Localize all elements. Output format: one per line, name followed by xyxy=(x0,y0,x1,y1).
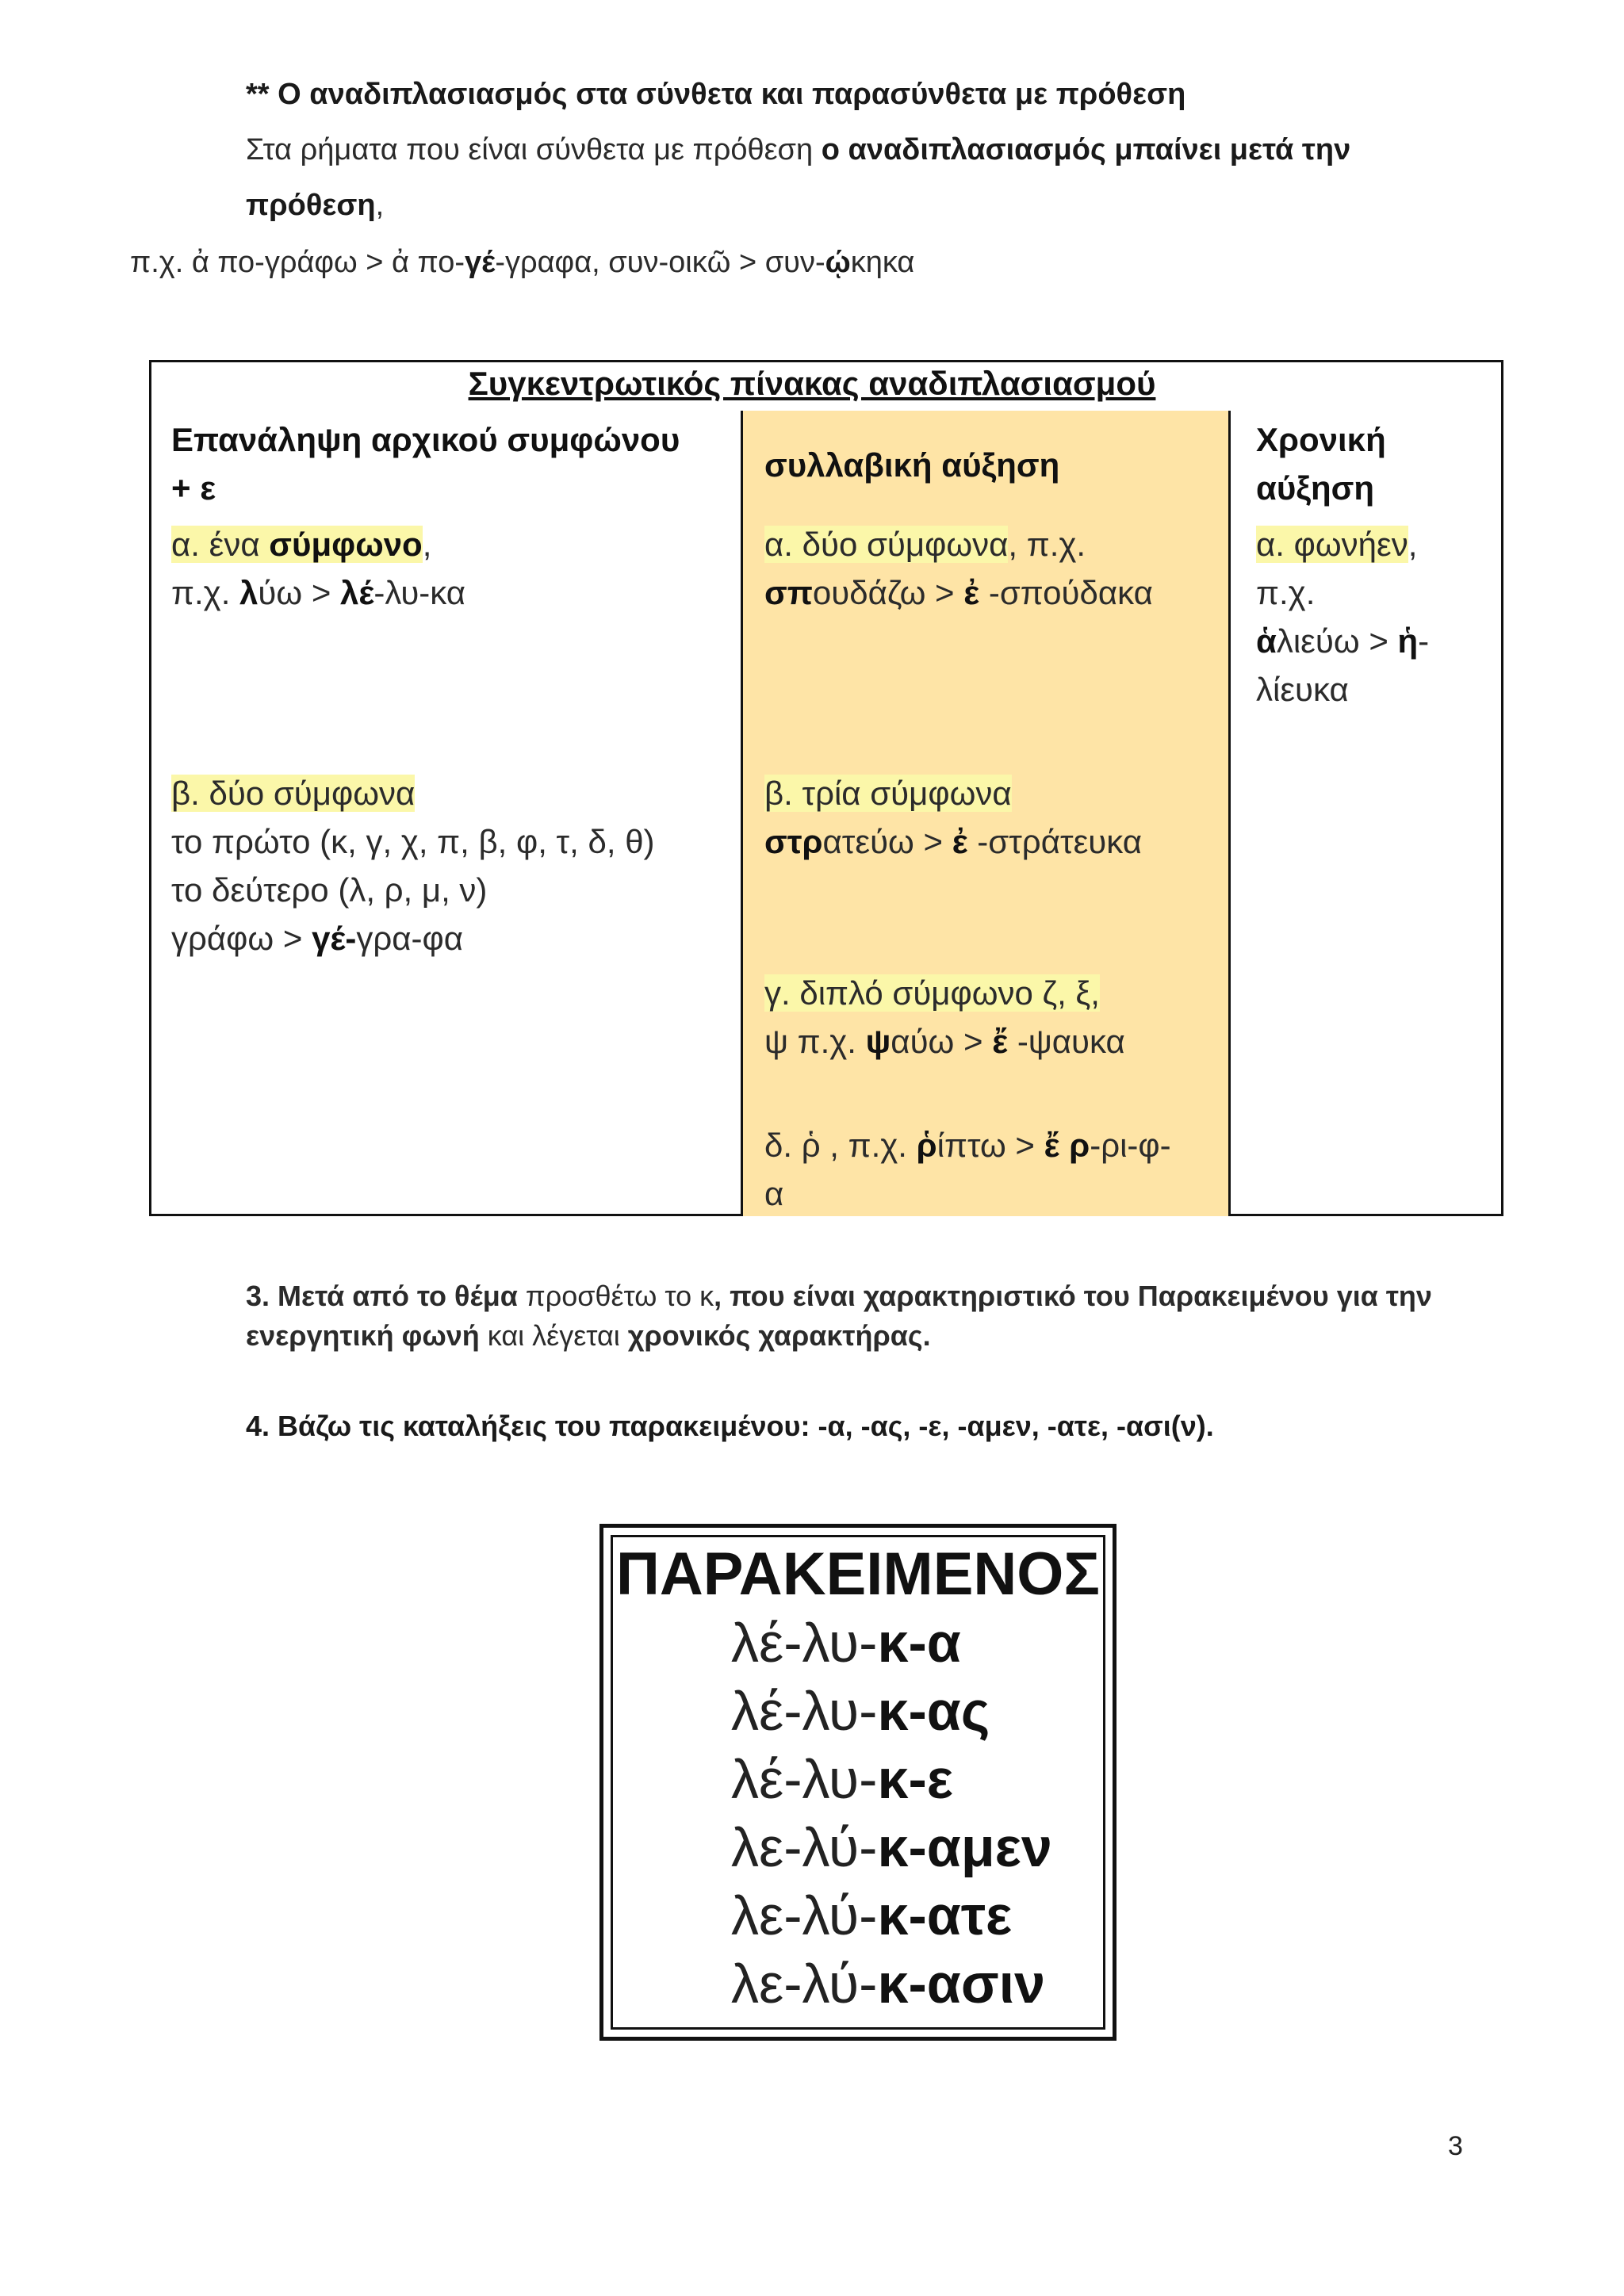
step-number: 3 xyxy=(246,1280,262,1312)
step-text-bold: . Μετά από το θέμα xyxy=(262,1280,518,1312)
example-text: κηκα xyxy=(850,246,915,279)
rule-title-text: β. δύο σύμφωνα xyxy=(171,775,416,812)
example-highlight: στρ xyxy=(764,823,823,860)
paradigm-title: ΠΑΡΑΚΕΙΜΕΝΟΣ xyxy=(615,1540,1100,1608)
example-highlight: γέ- xyxy=(312,920,357,957)
paradigm-form xyxy=(731,1952,1045,2015)
column-header-temporal xyxy=(1256,415,1386,512)
example-text: ουδάζω > xyxy=(812,574,964,611)
rule-example xyxy=(764,1017,1125,1066)
form-ending: κ-ας xyxy=(877,1680,990,1742)
rule-title-text: α. δύο σύμφωνα xyxy=(764,526,1009,563)
example-highlight: ἐ xyxy=(963,574,980,611)
rule-title xyxy=(764,769,1142,817)
rule-two-consonants xyxy=(171,769,655,962)
form-ending: κ-ατε xyxy=(877,1885,1013,1946)
form-ending: κ-ε xyxy=(877,1748,954,1810)
example-text: -σπούδακα xyxy=(979,574,1153,611)
intro-rule-text: πρόθεση xyxy=(246,189,376,222)
rule-example xyxy=(764,1121,1171,1169)
rule-title-punct: , xyxy=(422,526,432,563)
paradigm-form xyxy=(731,1816,1052,1879)
column-header-line: + ε xyxy=(171,469,216,507)
example-highlight: λέ xyxy=(340,574,374,611)
example-text: -στράτευκα xyxy=(967,823,1143,860)
column-header-syllabic: συλλαβική αύξηση xyxy=(764,446,1060,484)
rule-example xyxy=(171,568,465,617)
rule-title xyxy=(1256,520,1429,568)
rule-detail: το πρώτο (κ, γ, χ, π, β, φ, τ, δ, θ) xyxy=(171,823,655,860)
form-stem: λε-λύ- xyxy=(731,1953,878,2015)
rule-two-consonants-syllabic xyxy=(764,520,1153,617)
rule-example: π.χ. xyxy=(1256,574,1316,611)
example-text: ύω > xyxy=(258,574,341,611)
intro-text-line xyxy=(246,133,1350,167)
example-text: ατεύω > xyxy=(822,823,952,860)
example-highlight: ψ xyxy=(865,1023,891,1060)
rule-title xyxy=(171,520,465,568)
rule-title-punct: , xyxy=(1408,526,1418,563)
intro-text: Στα ρήματα που είναι σύνθετα με πρόθεση xyxy=(246,133,822,166)
example-text: - xyxy=(1418,622,1430,660)
example-text: -λυ-κα xyxy=(373,574,466,611)
rule-rho xyxy=(764,1121,1171,1218)
example-highlight: ἁ xyxy=(1256,622,1277,660)
intro-rule-text: ο αναδιπλασιασμός μπαίνει μετά την xyxy=(821,133,1351,166)
column-header-line: Επανάληψη αρχικού συμφώνου xyxy=(171,421,680,458)
example-text: ψ π.χ. xyxy=(764,1023,866,1060)
intro-text-line xyxy=(246,189,384,223)
example-highlight: σπ xyxy=(764,574,813,611)
example-text: π.χ. ἀ πο-γράφω > ἀ πο- xyxy=(130,246,465,279)
example-highlight: ἔ xyxy=(1044,1127,1060,1164)
step-text-bold: , που είναι χαρακτηριστικό του Παρακειμένου για την ενεργητική φωνή xyxy=(246,1280,1432,1352)
form-stem: λέ-λυ- xyxy=(731,1612,878,1674)
rule-title-punct: , π.χ. xyxy=(1008,526,1086,563)
form-stem: λε-λύ- xyxy=(731,1816,878,1878)
example-text: γρα-φα xyxy=(356,920,464,957)
example-highlight: ρ xyxy=(1069,1127,1090,1164)
form-ending: κ-αμεν xyxy=(877,1816,1052,1878)
example-highlight: γέ xyxy=(465,246,496,279)
example-text: γράφω > xyxy=(171,920,312,957)
rule-double-consonant xyxy=(764,969,1125,1066)
rule-detail: το δεύτερο (λ, ρ, μ, ν) xyxy=(171,871,488,909)
example-text: αύω > xyxy=(891,1023,993,1060)
example-highlight: ἡ xyxy=(1397,622,1419,660)
rule-example-cont: α xyxy=(764,1175,784,1212)
rule-vowel xyxy=(1256,520,1429,714)
example-text: -γραφα, συν-οικῶ > συν- xyxy=(495,246,825,279)
example-text xyxy=(1060,1127,1070,1164)
form-stem: λε-λύ- xyxy=(731,1885,878,1946)
rule-title-plain: α. ένα xyxy=(171,526,270,563)
example-highlight: λ xyxy=(239,574,259,611)
column-header-line: Χρονική xyxy=(1256,421,1386,458)
section-heading: ** Ο αναδιπλασιασμός στα σύνθετα και παρασύνθετα με πρόθεση xyxy=(246,78,1186,111)
example-highlight: ἐ xyxy=(952,823,968,860)
example-text: -ψαυκα xyxy=(1008,1023,1125,1060)
rule-three-consonants xyxy=(764,769,1142,866)
step-3-text xyxy=(246,1276,1562,1356)
rule-example xyxy=(171,914,655,962)
rule-title-bold: σύμφωνο xyxy=(269,526,423,563)
form-stem: λέ-λυ- xyxy=(731,1748,878,1810)
column-header-repetition xyxy=(171,415,680,512)
form-ending: κ-α xyxy=(877,1612,961,1674)
rule-one-consonant xyxy=(171,520,465,617)
rule-example xyxy=(1256,617,1429,665)
table-title: Συγκεντρωτικός πίνακας αναδιπλασιασμού xyxy=(468,365,1156,402)
intro-example xyxy=(130,246,914,280)
example-text: -ρι-φ- xyxy=(1090,1127,1171,1164)
step-text: και λέγεται xyxy=(479,1319,628,1352)
intro-text: , xyxy=(375,189,385,222)
rule-title xyxy=(171,769,655,817)
example-text: λιεύω > xyxy=(1276,622,1398,660)
example-highlight: ῴ xyxy=(825,246,851,279)
form-ending: κ-ασιν xyxy=(877,1953,1046,2015)
paradigm-form xyxy=(731,1884,1012,1947)
page-number: 3 xyxy=(1448,2131,1463,2161)
rule-example: λίευκα xyxy=(1256,671,1349,708)
rule-title xyxy=(764,520,1153,568)
rule-title-text xyxy=(171,526,423,563)
paradigm-form xyxy=(731,1611,961,1674)
rule-example xyxy=(764,568,1153,617)
form-stem: λέ-λυ- xyxy=(731,1680,878,1742)
example-highlight: ἔ xyxy=(992,1023,1009,1060)
rule-title-text: γ. διπλό σύμφωνο ζ, ξ, xyxy=(764,974,1100,1012)
rule-example xyxy=(764,817,1142,866)
example-text: ίπτω > xyxy=(936,1127,1044,1164)
example-highlight: ῥ xyxy=(916,1127,937,1164)
paradigm-form xyxy=(731,1747,953,1811)
rule-title-text: α. φωνήεν xyxy=(1256,526,1408,563)
column-header-line: αύξηση xyxy=(1256,469,1375,507)
step-text: προσθέτω το κ xyxy=(517,1280,714,1312)
example-text: π.χ. xyxy=(171,574,240,611)
example-text: δ. ῥ , π.χ. xyxy=(764,1127,917,1164)
rule-title xyxy=(764,969,1125,1017)
step-text-bold: χρονικός χαρακτήρας. xyxy=(627,1319,931,1352)
step-4-text: 4. Βάζω τις καταλήξεις του παρακειμένου: -α, -ας, -ε, -αμεν, -ατε, -ασι(ν). xyxy=(246,1410,1214,1442)
paradigm-form xyxy=(731,1679,990,1743)
rule-title-text: β. τρία σύμφωνα xyxy=(764,775,1012,812)
